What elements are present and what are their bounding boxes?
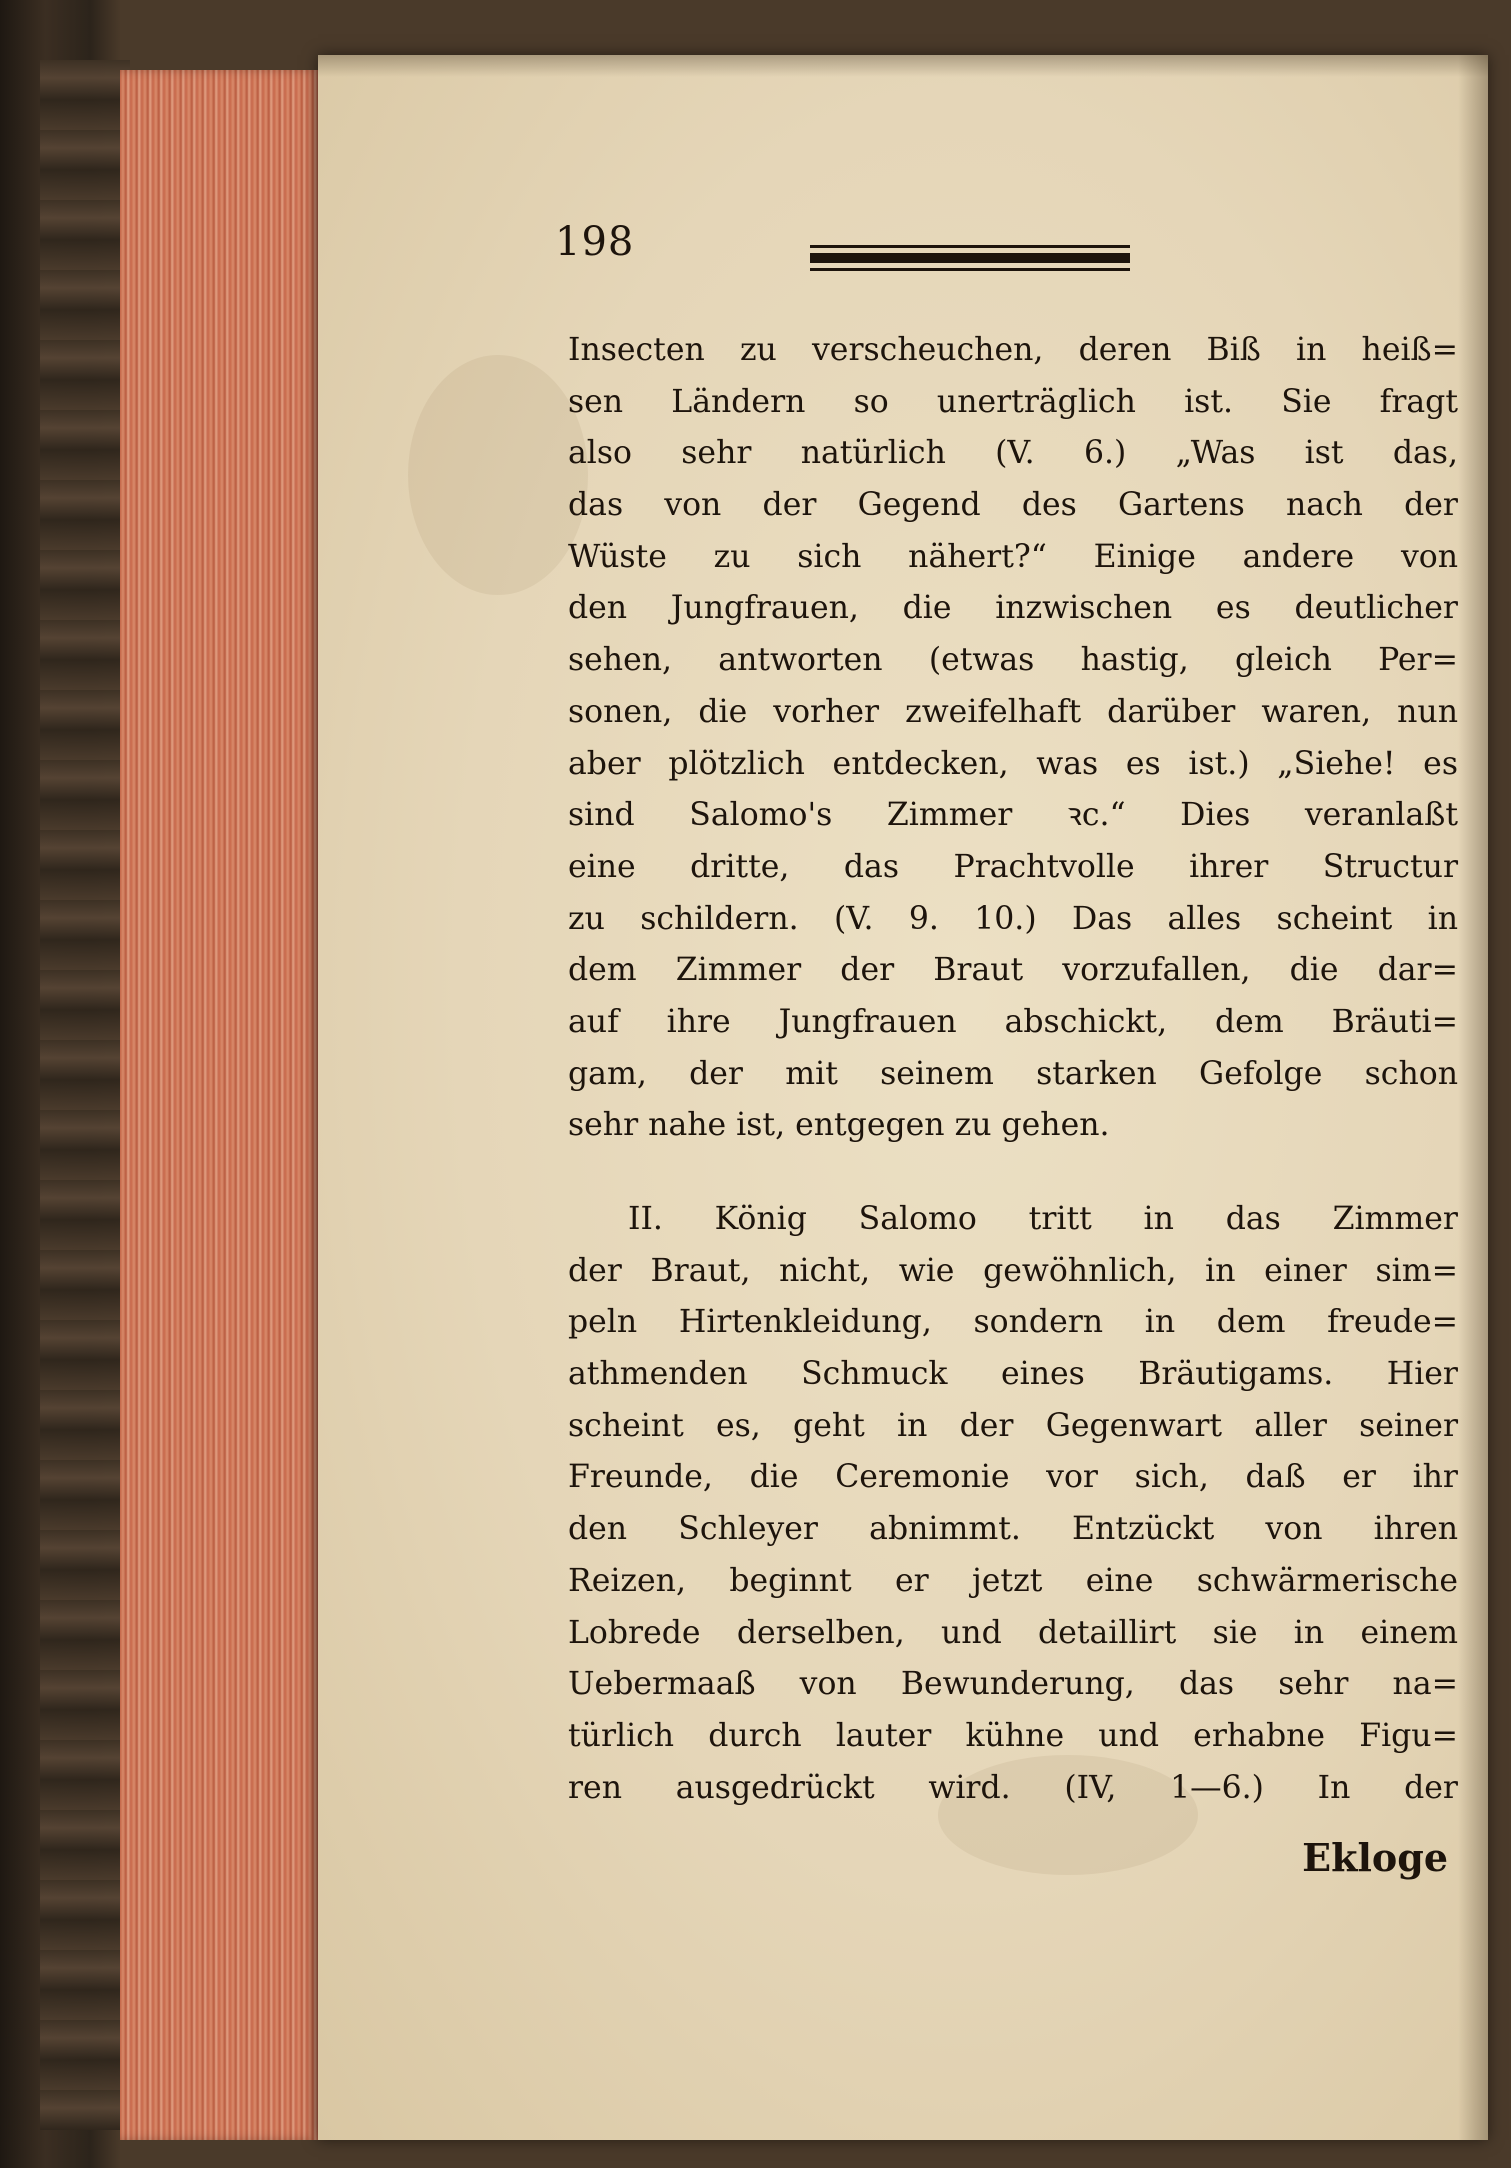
- header-rule: [810, 253, 1130, 263]
- gutter-shadow: [1458, 55, 1488, 2140]
- text-line: sind Salomo's Zimmer ꝛc.“ Dies veranlaßt: [568, 797, 1458, 834]
- text-line: sehen, antworten (etwas hastig, gleich Per=: [568, 642, 1458, 679]
- page-edges: [120, 70, 320, 2140]
- paragraph-2: [568, 1194, 1458, 1246]
- text-line: Uebermaaß von Bewunderung, das sehr na=: [568, 1666, 1458, 1703]
- text-line: sen Ländern so unerträglich ist. Sie fragt: [568, 383, 1458, 420]
- header-rule: [810, 268, 1130, 271]
- text-line: gam, der mit seinem starken Gefolge schon: [568, 1055, 1458, 1092]
- paper-stain: [408, 355, 588, 595]
- text-line: auf ihre Jungfrauen abschickt, dem Bräuti=: [568, 1003, 1458, 1040]
- text-line: türlich durch lauter kühne und erhabne Figu=: [568, 1717, 1458, 1754]
- text-line: zu schildern. (V. 9. 10.) Das alles scheint in: [568, 900, 1458, 937]
- text-line: scheint es, geht in der Gegenwart aller seiner: [568, 1407, 1458, 1444]
- text-line: athmenden Schmuck eines Bräutigams. Hier: [568, 1356, 1458, 1393]
- paragraph-2-body: [568, 1246, 1458, 1815]
- text-line: das von der Gegend des Gartens nach der: [568, 487, 1458, 524]
- text-line: Freunde, die Ceremonie vor sich, daß er ihr: [568, 1459, 1458, 1496]
- text-line: also sehr natürlich (V. 6.) „Was ist das,: [568, 435, 1458, 472]
- text-line: aber plötzlich entdecken, was es ist.) „Siehe! es: [568, 745, 1458, 782]
- page-header: [555, 205, 1185, 285]
- page-number: 198: [555, 219, 635, 265]
- paragraph-gap: [568, 1152, 1458, 1194]
- text-line: sehr nahe ist, entgegen zu gehen.: [568, 1107, 1110, 1144]
- book-page: [318, 55, 1488, 2140]
- text-line: Insecten zu verscheuchen, deren Biß in heiß=: [568, 332, 1458, 368]
- paragraph-1: [568, 325, 1458, 1152]
- text-line: den Jungfrauen, die inzwischen es deutlicher: [568, 590, 1458, 627]
- text-line: Wüste zu sich nähert?“ Einige andere von: [568, 538, 1458, 575]
- text-line: Reizen, beginnt er jetzt eine schwärmerische: [568, 1562, 1458, 1599]
- text-line: II. König Salomo tritt in das Zimmer: [628, 1201, 1458, 1237]
- page-top-shadow: [318, 55, 1488, 77]
- text-line: peln Hirtenkleidung, sondern in dem freude=: [568, 1304, 1458, 1341]
- book-cover-edge: [40, 60, 130, 2130]
- text-line: Lobrede derselben, und detaillirt sie in einem: [568, 1614, 1458, 1651]
- text-line: ren ausgedrückt wird. (IV, 1—6.) In der: [568, 1769, 1458, 1806]
- text-line: der Braut, nicht, wie gewöhnlich, in einer sim=: [568, 1252, 1458, 1289]
- catchword: Ekloge: [1302, 1835, 1448, 1880]
- text-line: den Schleyer abnimmt. Entzückt von ihren: [568, 1511, 1458, 1548]
- text-line: eine dritte, das Prachtvolle ihrer Structur: [568, 848, 1458, 885]
- header-rule: [810, 245, 1130, 248]
- body-text: [568, 325, 1458, 1814]
- text-line: dem Zimmer der Braut vorzufallen, die dar=: [568, 952, 1458, 989]
- text-line: sonen, die vorher zweifelhaft darüber waren, nun: [568, 693, 1458, 730]
